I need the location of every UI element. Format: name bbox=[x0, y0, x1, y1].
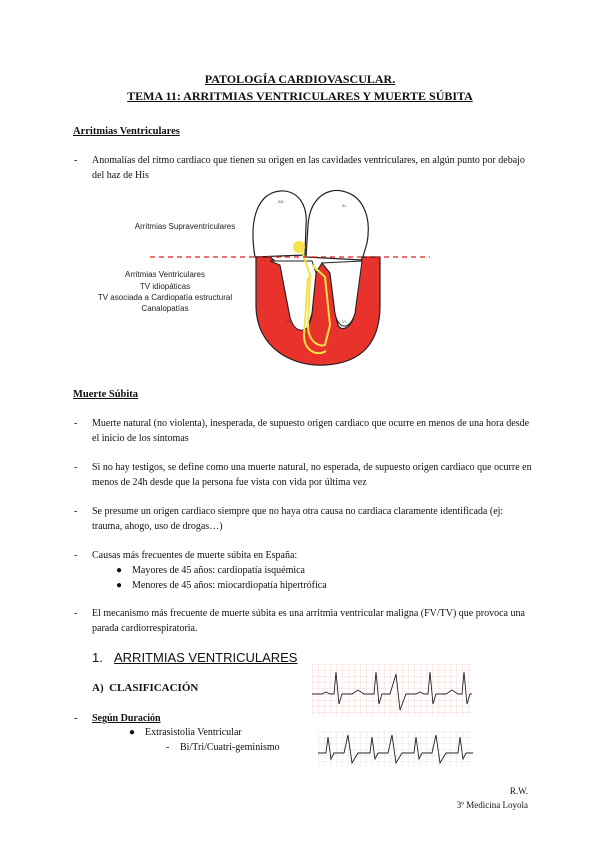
ecg-strip-1 bbox=[312, 664, 472, 716]
heart-svg bbox=[80, 185, 440, 370]
bullet-dot: ● bbox=[129, 727, 136, 738]
label-canalopatias: Canalopatías bbox=[141, 304, 189, 313]
item-extrasistolia bbox=[129, 725, 242, 740]
item-heading-text: Según Duración bbox=[92, 713, 161, 724]
bullet-muerte-3 bbox=[74, 504, 532, 534]
label-ai: AI bbox=[342, 203, 346, 208]
dash-marker: - bbox=[74, 418, 78, 429]
bullet-definition bbox=[74, 153, 532, 183]
bullet-text: Si no hay testigos, se define como una muerte natural, no esperada, de supuesto origen cardiaco que ocurre en menos de 24h desde que la persona fue vista con vida por última vez bbox=[92, 462, 532, 488]
dash-marker: - bbox=[74, 155, 78, 166]
label-vd: VD bbox=[286, 319, 292, 324]
dash-marker: - bbox=[74, 550, 78, 561]
label-ad: AD bbox=[278, 199, 284, 204]
dash-marker: - bbox=[74, 608, 78, 619]
item-text: Bi/Tri/Cuatri-geminismo bbox=[180, 742, 280, 753]
footer-initials: R.W. bbox=[509, 786, 528, 796]
label-tv-cardiopatia: TV asociada a Cardiopatía estructural bbox=[97, 293, 233, 302]
item-segun-duracion bbox=[74, 711, 161, 726]
item-text: Extrasistolia Ventricular bbox=[145, 727, 242, 738]
bullet-muerte-5 bbox=[74, 606, 532, 636]
sub-heading-clasificacion: A) CLASIFICACIÓN bbox=[92, 682, 199, 694]
title-line-1: PATOLOGÍA CARDIOVASCULAR. bbox=[204, 72, 396, 86]
bullet-muerte-4 bbox=[74, 548, 532, 563]
section-heading-arritmias-ventriculares: ARRITMIAS VENTRICULARES bbox=[114, 650, 298, 665]
dash-marker: - bbox=[74, 462, 78, 473]
bullet-dot: ● bbox=[116, 580, 123, 591]
dash-marker: - bbox=[74, 506, 78, 517]
label-supraventricular: Arritmias Supraventriculares bbox=[134, 222, 236, 231]
cause-item-1 bbox=[116, 563, 305, 578]
footer-course: 3º Medicina Loyola bbox=[456, 800, 528, 810]
av-node-shape bbox=[293, 241, 305, 253]
cause-text: Mayores de 45 años: cardiopatía isquémica bbox=[132, 565, 305, 576]
cause-item-2 bbox=[116, 578, 327, 593]
bullet-muerte-2 bbox=[74, 460, 532, 490]
title-line-2: TEMA 11: ARRITMIAS VENTRICULARES Y MUERTE SÚBITA bbox=[127, 89, 473, 103]
bullet-text: Muerte natural (no violenta), inesperada, de supuesto origen cardiaco que ocurre en menos de una hora desde el inicio de los síntomas bbox=[92, 418, 530, 444]
cause-text: Menores de 45 años: miocardiopatía hipertrófica bbox=[132, 580, 327, 591]
bullet-text: Causas más frecuentes de muerte súbita en España: bbox=[92, 550, 298, 561]
atrium-left-shape bbox=[306, 190, 368, 260]
label-tv-idiopaticas: TV idiopáticas bbox=[139, 282, 191, 291]
bullet-muerte-1 bbox=[74, 416, 532, 446]
bullet-text: El mecanismo más frecuente de muerte súbita es una arritmia ventricular maligna (FV/TV) que provoca una parada cardiorrespiratoria. bbox=[92, 608, 525, 634]
section-heading-arritmias: Arritmias Ventriculares bbox=[73, 126, 180, 137]
ventricle-muscle-shape bbox=[256, 257, 380, 365]
label-vi: VI bbox=[342, 319, 346, 324]
bullet-text: Anomalías del ritmo cardiaco que tienen su origen en las cavidades ventriculares, en algún punto por debajo del haz de His bbox=[92, 155, 525, 181]
bullet-dot: ● bbox=[116, 565, 123, 576]
section-heading-muerte-subita: Muerte Súbita bbox=[73, 389, 139, 400]
ecg-grid bbox=[312, 664, 472, 716]
label-ventricular: Arritmias Ventriculares bbox=[124, 270, 206, 279]
ecg-strip-2 bbox=[318, 731, 473, 767]
section-number: 1. bbox=[92, 650, 103, 665]
item-geminismo bbox=[166, 740, 280, 755]
dash-marker: - bbox=[74, 713, 78, 724]
dash-marker: - bbox=[166, 742, 170, 753]
bullet-text: Se presume un origen cardiaco siempre que no haya otra causa no cardiaca claramente identificada (ej: trauma, ahogo, uso de drogas…) bbox=[92, 506, 504, 532]
heart-diagram bbox=[80, 185, 440, 370]
